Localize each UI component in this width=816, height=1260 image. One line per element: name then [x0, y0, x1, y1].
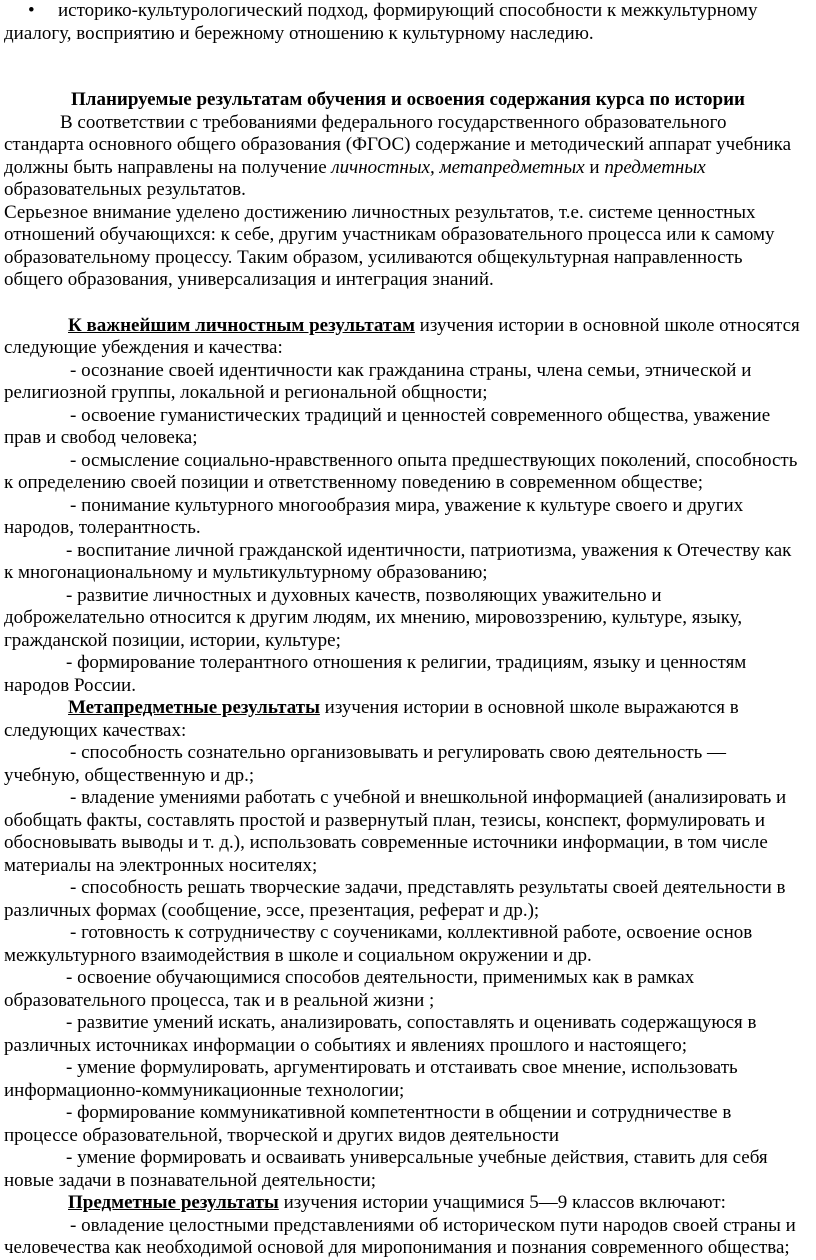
list-item: - способность сознательно организовывать и регулировать свою деятельность —: [70, 742, 727, 763]
list-item-cont: религиозной группы, локальной и региональной общности;: [4, 382, 488, 403]
list-item-cont: образовательного процесса, так и в реальной жизни ;: [4, 989, 435, 1011]
meta-items: [4, 742, 812, 1192]
list-item: - воспитание личной гражданской идентичности, патриотизма, уважения к Отечеству как: [66, 539, 792, 561]
list-item-cont: различных формах (сообщение, эссе, презентация, реферат и др.);: [4, 899, 540, 921]
list-item: - способность решать творческие задачи, представлять результаты своей деятельности в: [70, 877, 786, 898]
bullet-icon: •: [28, 0, 35, 21]
list-item-cont: доброжелательно относится к другим людям, их мнению, мировоззрению, культуре, языку,: [4, 607, 743, 628]
bullet-paragraph: [4, 0, 812, 23]
personal-items: [4, 360, 812, 698]
list-item: - осознание своей идентичности как гражданина страны, члена семьи, этнической и: [70, 359, 752, 381]
list-item: - умение формулировать, аргументировать и отстаивать свое мнение, использовать: [66, 1057, 738, 1078]
bullet-text-line-2: диалогу, восприятию и бережному отношению к культурному наследию.: [4, 22, 594, 44]
subject-heading-line: Предметные результаты изучения истории учащимися 5—9 классов включают:: [68, 1192, 726, 1213]
para2-line-4: общего образования, универсализация и интеграция знаний.: [4, 269, 494, 290]
para2-line-1: Серьезное внимание уделено достижению личностных результатов, т.е. системе ценностных: [4, 201, 756, 223]
list-item-cont: процессе образовательной, творческой и других видов деятельности: [4, 1124, 559, 1146]
intro-line-2: стандарта основного общего образования (ФГОС) содержание и методический аппарат учебника: [4, 134, 792, 155]
list-item-cont: обосновывать выводы и т. д.), использовать современные источники информации, в том числе: [4, 832, 768, 853]
list-item: - развитие личностных и духовных качеств, позволяющих уважительно и: [66, 584, 662, 606]
list-item-cont: народов, толерантность.: [4, 517, 201, 538]
list-item-cont: обобщать факты, составлять простой и развернутый план, тезисы, конспект, формулировать и: [4, 809, 766, 831]
para2-line-2: отношений обучающихся: к себе, другим участникам образовательного процесса или к самому: [4, 224, 775, 245]
list-item: - освоение обучающимися способов деятельности, применимых как в рамках: [66, 967, 695, 988]
list-item: - формирование толерантного отношения к религии, традициям, языку и ценностям: [66, 652, 747, 673]
list-item: - умение формировать и осваивать универсальные учебные действия, ставить для себя: [66, 1147, 768, 1168]
subject-heading: Предметные результаты: [68, 1192, 279, 1213]
meta-heading: Метапредметные результаты: [68, 697, 320, 718]
meta-heading-line-2: следующих качествах:: [4, 719, 187, 741]
intro-line-3: должны быть направлены на получение личностных, метапредметных и предметных: [4, 156, 706, 178]
list-item: - овладение целостными представлениями об историческом пути народов своей страны и: [70, 1214, 796, 1236]
list-item-cont: человечества как необходимой основой для миропонимания и познания современного общества;: [4, 1237, 790, 1258]
list-item: - развитие умений искать, анализировать, сопоставлять и оценивать содержащуюся в: [66, 1012, 757, 1033]
personal-heading-line-2: следующие убеждения и качества:: [4, 337, 283, 358]
list-item-cont: учебную, общественную и др.;: [4, 764, 255, 786]
list-item-cont: новые задачи в познавательной деятельности;: [4, 1169, 377, 1191]
meta-heading-line: Метапредметные результаты изучения истории в основной школе выражаются в: [68, 697, 739, 718]
section-title: Планируемые результатам обучения и освоения содержания курса по истории: [71, 89, 745, 110]
list-item: - формирование коммуникативной компетентности в общении и сотрудничестве в: [66, 1102, 732, 1123]
list-item-cont: к определению своей позиции и ответственному поведению в современном обществе;: [4, 472, 704, 493]
list-item-cont: различных источниках информации о событиях и явлениях прошлого и настоящего;: [4, 1034, 688, 1056]
intro-line-4: образовательных результатов.: [4, 179, 246, 200]
list-item: - готовность к сотрудничеству с соучениками, коллективной работе, освоение основ: [70, 922, 753, 943]
list-item-cont: межкультурного взаимодействия в школе и социальном окружении и др.: [4, 944, 592, 966]
list-item-cont: информационно-коммуникационные технологии;: [4, 1079, 405, 1101]
personal-heading-line: К важнейшим личностным результатам изучения истории в основной школе относятся: [68, 314, 800, 336]
para2-line-3: образовательному процессу. Таким образом, усиливаются общекультурная направленность: [4, 246, 743, 268]
list-item-cont: прав и свобод человека;: [4, 427, 198, 448]
list-item: - осмысление социально-нравственного опыта предшествующих поколений, способность: [70, 449, 798, 471]
intro-line-1: В соответствии с требованиями федерального государственного образовательного: [60, 111, 727, 133]
subject-items: [4, 1215, 812, 1260]
list-item: - понимание культурного многообразия мира, уважение к культуре своего и других: [70, 494, 744, 516]
list-item: - освоение гуманистических традиций и ценностей современного общества, уважение: [70, 404, 771, 426]
list-item-cont: народов России.: [4, 674, 136, 696]
bullet-text-line-1: историко-культурологический подход, формирующий способности к межкультурному: [58, 0, 758, 21]
list-item-cont: гражданской позиции, истории, культуре;: [4, 629, 341, 651]
list-item: - владение умениями работать с учебной и внешкольной информацией (анализировать и: [70, 787, 787, 808]
list-item-cont: к многонациональному и мультикультурному образованию;: [4, 562, 488, 583]
personal-heading: К важнейшим личностным результатам: [68, 314, 415, 336]
intro-emphasis-1: личностных, метапредметных: [331, 156, 585, 178]
intro-emphasis-2: предметных: [604, 156, 706, 178]
list-item-cont: материалы на электронных носителях;: [4, 854, 318, 876]
